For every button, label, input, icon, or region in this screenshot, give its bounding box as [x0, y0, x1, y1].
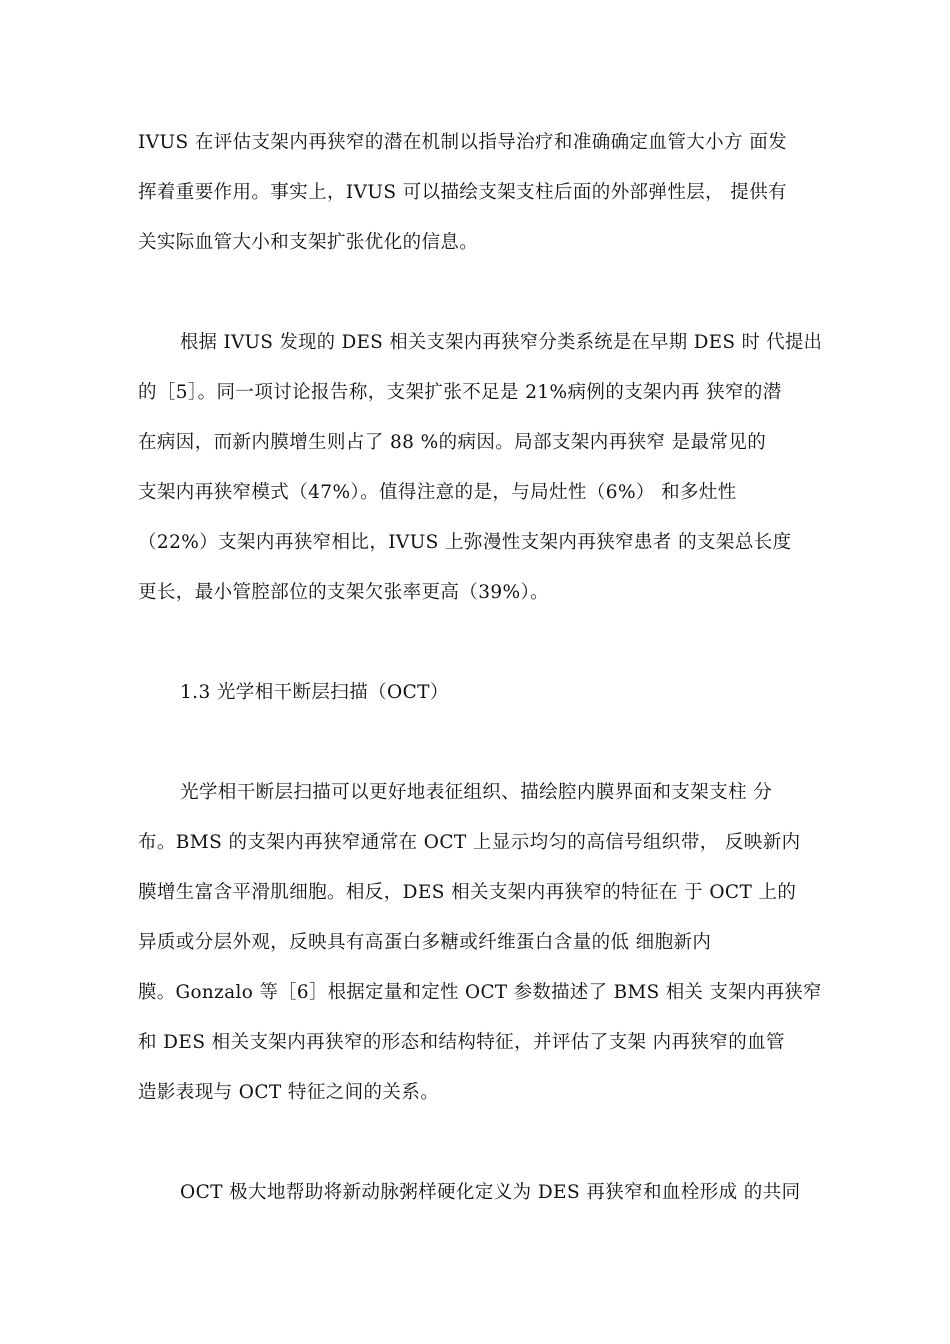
text-line: 支架内再狭窄模式（47%）。值得注意的是，与局灶性（6%） 和多灶性 — [138, 482, 737, 503]
text-line: 更长，最小管腔部位的支架欠张率更高（39%）。 — [138, 582, 550, 603]
text-line: 根据 IVUS 发现的 DES 相关支架内再狭窄分类系统是在早期 DES 时 代提出 — [180, 332, 823, 353]
text-line: OCT 极大地帮助将新动脉粥样硬化定义为 DES 再狭窄和血栓形成 的共同 — [180, 1182, 801, 1203]
text-line: 异质或分层外观，反映具有高蛋白多糖或纤维蛋白含量的低 细胞新内 — [138, 932, 712, 953]
text-line: IVUS 在评估支架内再狭窄的潜在机制以指导治疗和准确确定血管大小方 面发 — [138, 132, 787, 153]
text-line: 造影表现与 OCT 特征之间的关系。 — [138, 1082, 440, 1103]
section-heading: 1.3 光学相干断层扫描（OCT） — [180, 682, 449, 703]
text-line: 膜增生富含平滑肌细胞。相反，DES 相关支架内再狭窄的特征在 于 OCT 上的 — [138, 882, 797, 903]
text-line: 布。BMS 的支架内再狭窄通常在 OCT 上显示均匀的高信号组织带， 反映新内 — [138, 832, 801, 853]
text-line: 膜。Gonzalo 等［6］根据定量和定性 OCT 参数描述了 BMS 相关 支架内再狭窄 — [138, 982, 822, 1003]
text-line: 光学相干断层扫描可以更好地表征组织、描绘腔内膜界面和支架支柱 分 — [180, 782, 773, 803]
text-line: 关实际血管大小和支架扩张优化的信息。 — [138, 232, 479, 253]
text-line: 和 DES 相关支架内再狭窄的形态和结构特征，并评估了支架 内再狭窄的血管 — [138, 1032, 785, 1053]
text-line: 挥着重要作用。事实上，IVUS 可以描绘支架支柱后面的外部弹性层， 提供有 — [138, 182, 787, 203]
text-line: 在病因，而新内膜增生则占了 88 %的病因。局部支架内再狭窄 是最常见的 — [138, 432, 767, 453]
text-line: （22%）支架内再狭窄相比，IVUS 上弥漫性支架内再狭窄患者 的支架总长度 — [138, 532, 792, 553]
text-line: 的［5］。同一项讨论报告称，支架扩张不足是 21%病例的支架内再 狭窄的潜 — [138, 382, 782, 403]
